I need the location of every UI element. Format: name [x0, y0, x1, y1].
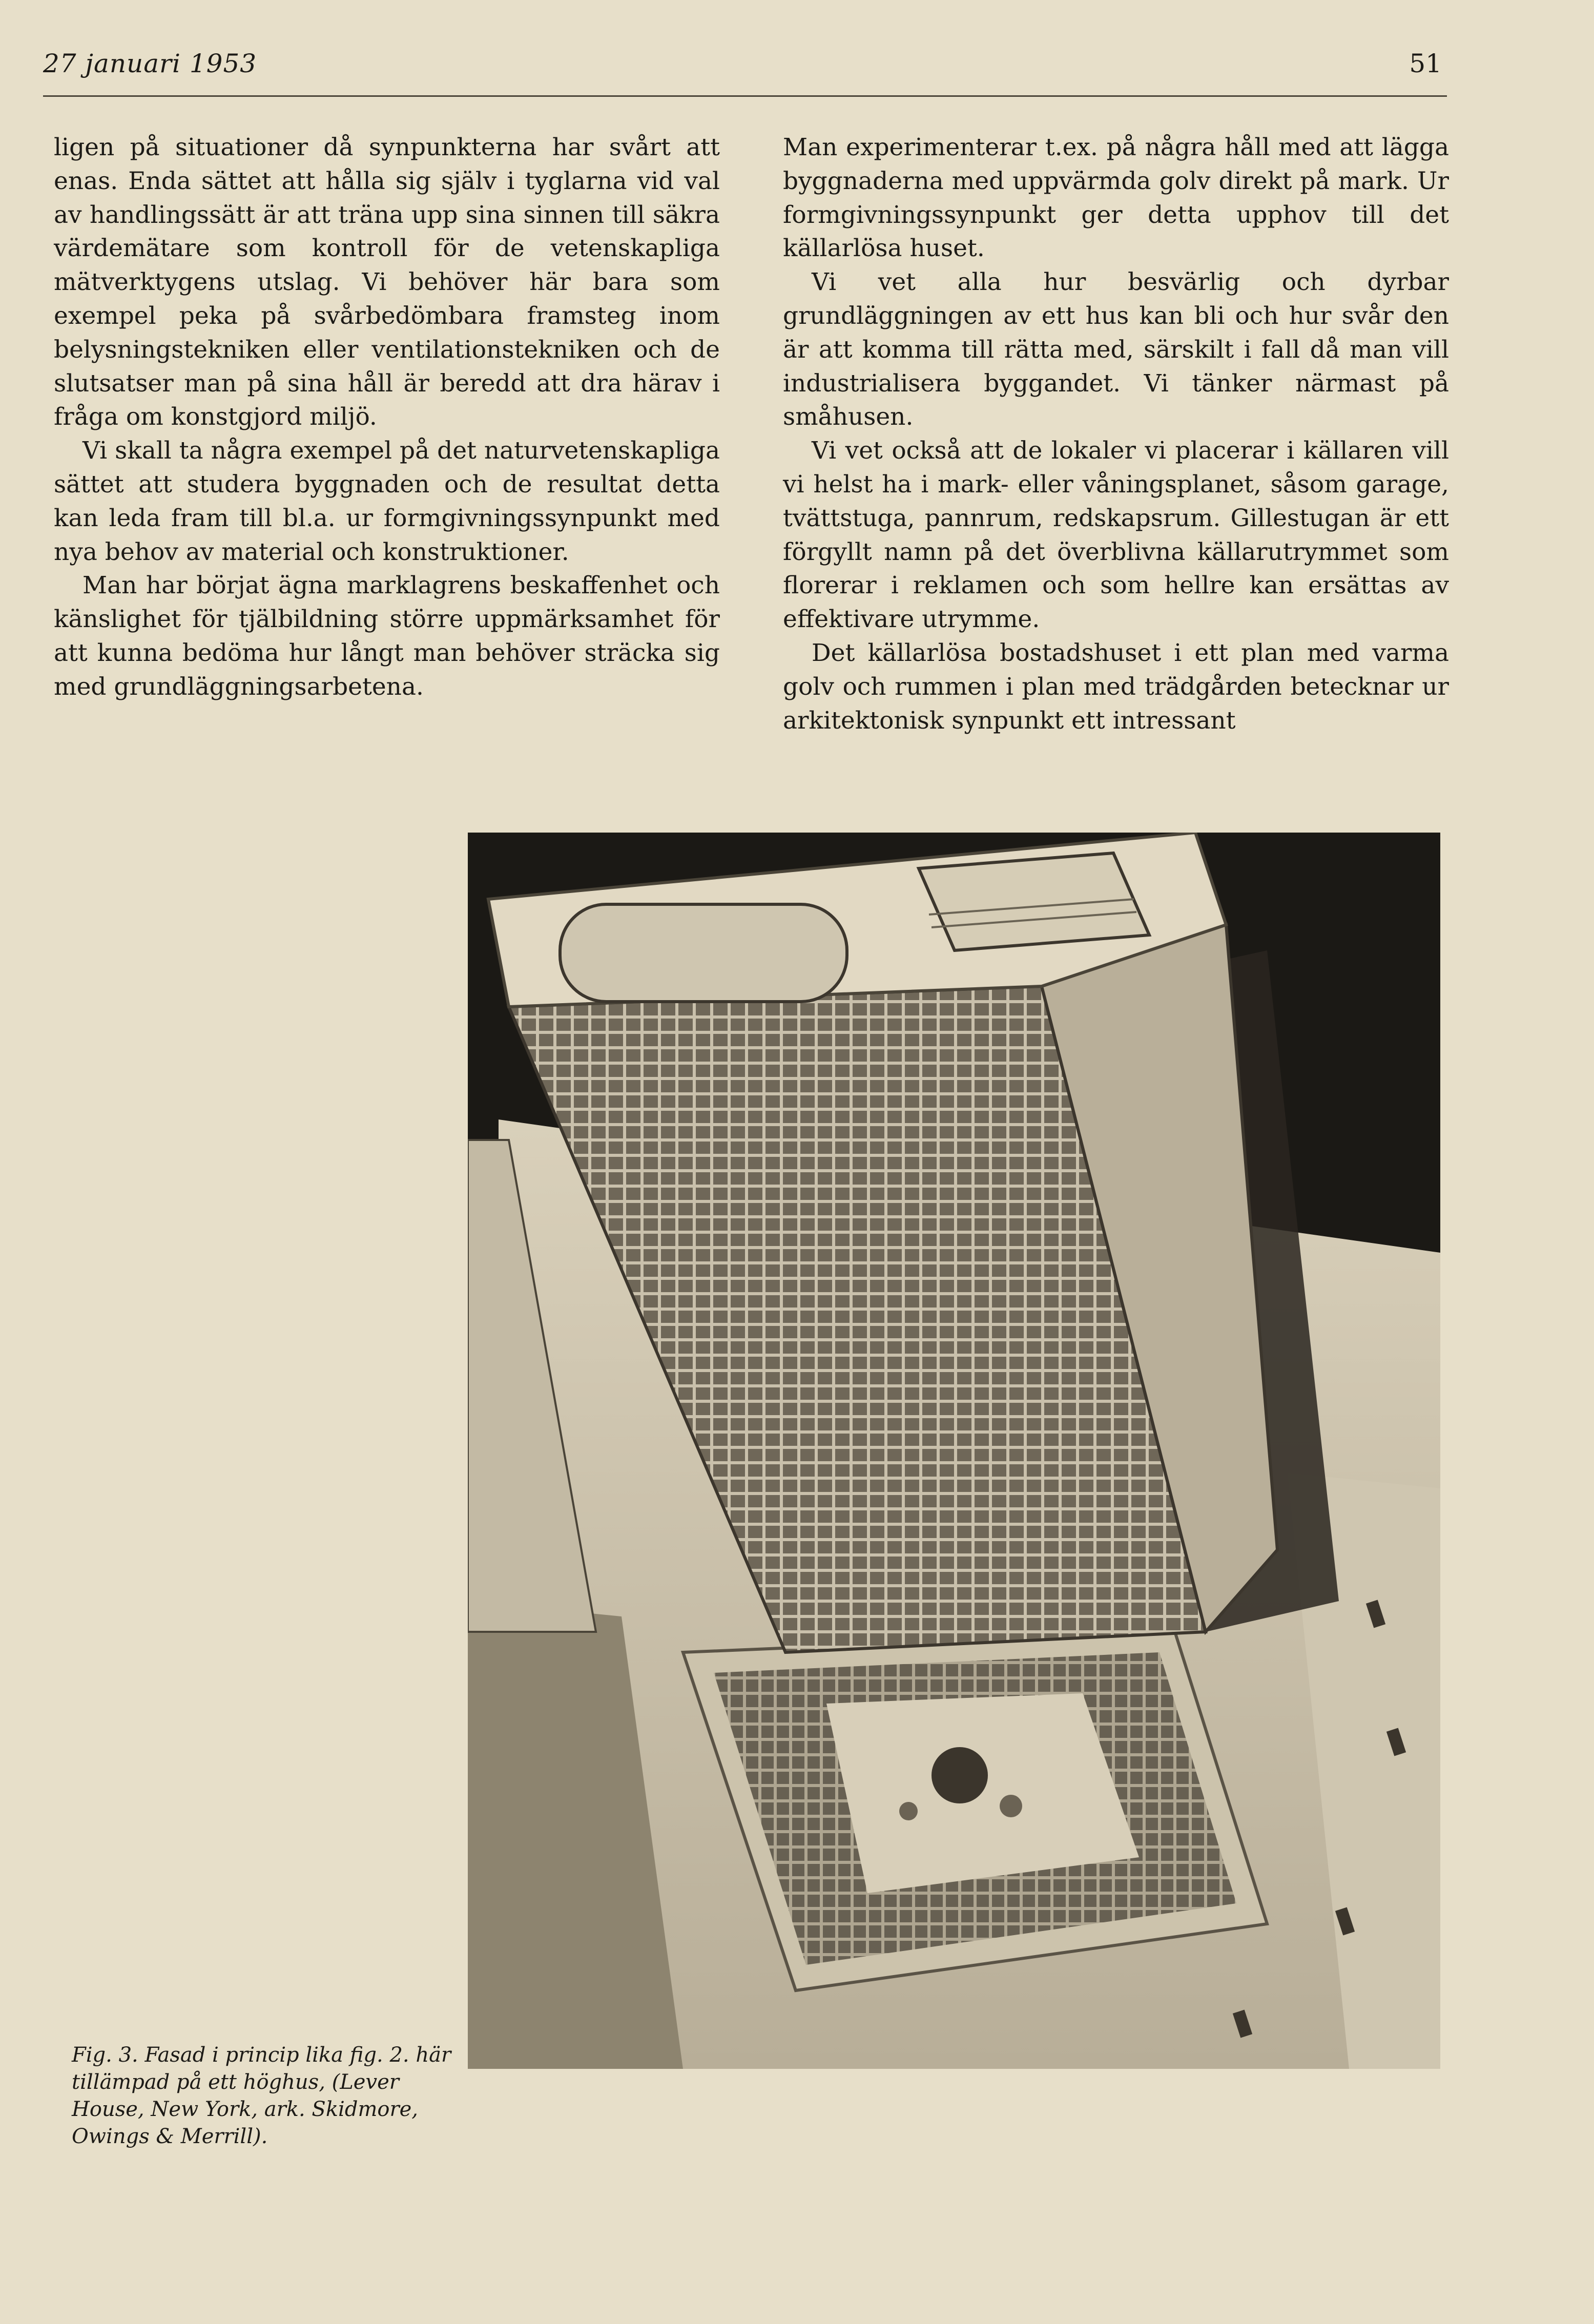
header-rule [43, 95, 1447, 97]
paragraph: ligen på situationer då synpunkterna har svårt att enas. Enda sättet att hålla sig själv i tyglarna vid val av handlingssätt är att träna upp sina sinnen till säkra värdemätare som kontroll för de vetenskapliga mätverktygens utslag. Vi behöver här bara som exempel peka på svårbedömbara framsteg inom belysningstekniken eller ventilationstekniken och de slutsatser man på sina håll är beredd att dra härav i fråga om konstgjord miljö. [54, 133, 720, 431]
paragraph: Man har börjat ägna marklagrens beskaffenhet och känslighet för tjälbildning större uppmärksamhet för att kunna bedöma hur långt man behöver sträcka sig med grundläggningsarbetena. [54, 571, 720, 701]
issue-date: 27 januari 1953 [43, 49, 257, 78]
paragraph: Vi vet alla hur besvärlig och dyrbar grundläggningen av ett hus kan bli och hur svår den är att komma till rätta med, särskilt i fall då man vill industrialisera byggandet. Vi tänker närmast på småhusen. [783, 268, 1449, 431]
figure-caption: Fig. 3. Fasad i princip lika fig. 2. här tillämpad på ett höghus, (Lever House, New York, ark. Skidmore, Owings & Merrill). [72, 2043, 451, 2148]
page-number: 51 [1409, 49, 1442, 78]
left-text-column [54, 131, 720, 704]
right-text-column [783, 131, 1449, 737]
paragraph: Det källarlösa bostadshuset i ett plan med varma golv och rummen i plan med trädgården betecknar ur arkitektonisk synpunkt ett intressant [783, 638, 1449, 735]
paragraph: Vi skall ta några exempel på det naturvetenskapliga sättet att studera byggnaden och de resultat detta kan leda fram till bl.a. ur formgivningssynpunkt med nya behov av material och konstruktioner. [54, 437, 720, 566]
paragraph: Man experimenterar t.ex. på några håll med att lägga byggnaderna med uppvärmda golv direkt på mark. Ur formgivningssynpunkt ger detta upphov till det källarlösa huset. [783, 133, 1449, 263]
paragraph: Vi vet också att de lokaler vi placerar i källaren vill vi helst ha i mark- eller våningsplanet, såsom garage, tvättstuga, pannrum, redskapsrum. Gillestugan är ett förgyllt namn på det överblivna källarutrymmet som florerar i reklamen och som hellre kan ersättas av effektivare utrymme. [783, 437, 1449, 634]
page-header [43, 49, 1442, 90]
building-model-photo [468, 833, 1440, 2069]
